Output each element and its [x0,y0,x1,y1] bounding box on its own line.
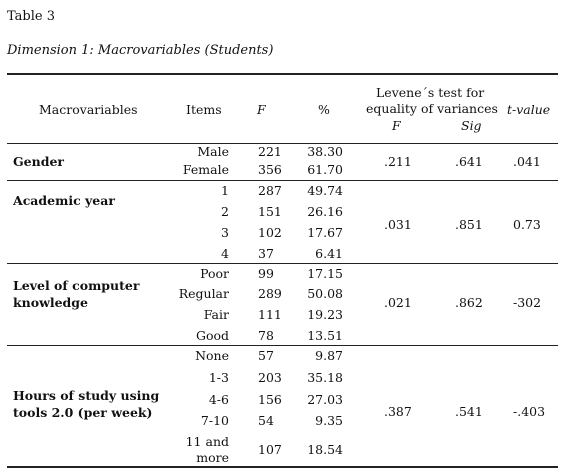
row-item: more [196,450,229,465]
row-item: 4 [221,246,229,261]
row-item: Good [195,328,229,343]
row-f: 78 [258,328,274,343]
group-name: tools 2.0 (per week) [13,405,153,420]
row-f: 107 [258,442,282,457]
row-f: 221 [258,144,282,159]
header-macrovariables: Macrovariables [39,102,138,117]
header-items: Items [186,102,222,117]
levene-f-value: .211 [384,154,412,169]
row-item: Regular [178,286,229,301]
row-percent: 50.08 [307,286,343,301]
group-name: Level of computer [13,278,140,293]
row-f: 203 [258,370,282,385]
row-percent: 38.30 [307,144,343,159]
row-percent: 35.18 [307,370,343,385]
top-rule [7,73,558,75]
header-rule [7,143,558,144]
header-percent: % [318,102,330,117]
header-levene-line2: equality of variances [366,101,498,116]
row-percent: 61.70 [307,162,343,177]
row-percent: 18.54 [307,442,343,457]
row-percent: 13.51 [307,328,343,343]
group-divider-2 [7,263,558,264]
row-item: 4-6 [208,392,229,407]
row-item: None [195,348,229,363]
levene-sig-value: .862 [455,295,483,310]
header-levene-line1: Levene´s test for [376,85,485,100]
row-item: 3 [221,225,229,240]
row-item: Fair [203,307,229,322]
row-percent: 49.74 [307,183,343,198]
row-f: 289 [258,286,282,301]
t-value: .041 [513,154,541,169]
t-value: -.403 [513,404,546,419]
row-f: 54 [258,413,274,428]
group-divider-3 [7,345,558,346]
group-divider-1 [7,180,558,181]
levene-f-value: .021 [384,295,412,310]
levene-sig-value: .851 [455,217,483,232]
bottom-rule [7,466,558,468]
row-item: Female [182,162,229,177]
row-percent: 17.67 [307,225,343,240]
row-f: 151 [258,204,282,219]
row-percent: 19.23 [307,307,343,322]
row-f: 356 [258,162,282,177]
row-f: 111 [258,307,282,322]
levene-sig-value: .541 [455,404,483,419]
row-f: 287 [258,183,282,198]
table-label: Table 3 [7,9,55,24]
row-percent: 9.87 [315,348,343,363]
group-name: Gender [13,154,64,169]
row-item: 7-10 [200,413,229,428]
row-percent: 6.41 [315,246,343,261]
row-percent: 17.15 [307,266,343,281]
group-name: Academic year [13,193,115,208]
group-name: Hours of study using [13,388,160,403]
header-f: F [257,102,266,117]
row-item: Poor [200,266,229,281]
row-item: Male [197,144,229,159]
levene-f-value: .031 [384,217,412,232]
row-f: 99 [258,266,274,281]
row-percent: 27.03 [307,392,343,407]
row-item: 1 [221,183,229,198]
row-item: 1-3 [208,370,229,385]
row-f: 37 [258,246,274,261]
levene-sig-value: .641 [455,154,483,169]
levene-f-value: .387 [384,404,412,419]
table-caption: Dimension 1: Macrovariables (Students) [7,43,274,58]
row-percent: 26.16 [307,204,343,219]
t-value: 0.73 [513,217,541,232]
header-t-value: t-value [507,102,551,117]
row-f: 57 [258,348,274,363]
header-levene-f: F [392,118,401,133]
row-f: 156 [258,392,282,407]
row-item: 11 and [185,434,229,449]
row-percent: 9.35 [315,413,343,428]
row-item: 2 [221,204,229,219]
row-f: 102 [258,225,282,240]
group-name: knowledge [13,295,88,310]
header-levene-sig: Sig [461,118,482,133]
t-value: -302 [513,295,542,310]
